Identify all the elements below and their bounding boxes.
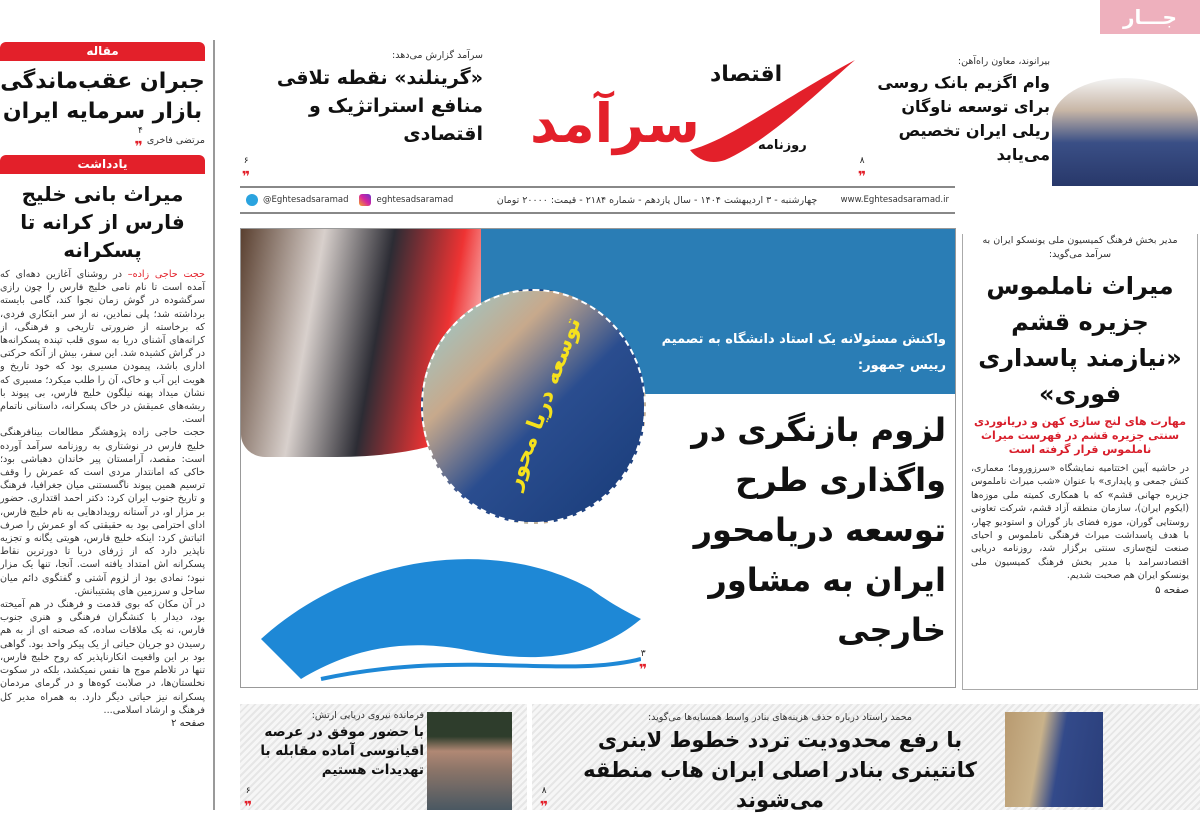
bottom-right-story[interactable] [532, 704, 1200, 815]
story-kicker: سرآمد گزارش می‌دهد: [392, 50, 483, 61]
quote-icon: ❞ [242, 169, 251, 185]
port-graphic [421, 289, 646, 524]
quote-icon: ❞ [134, 138, 143, 155]
quote-icon: ❞ [639, 662, 648, 678]
quote-icon: ❞ [540, 799, 549, 815]
story-body: در حاشیه آیین اختتامیه نمایشگاه «سرزورو‌ما؛ معماری، کنش جمعی و پایداری» با عنوان «شب میراث ناملموس جزیره جهانی قشم» که با همکاری کمیته ملی موزه‌ها (ایکوم ایران)، سازمان منطقه آزاد قشم، شرکت تعاونی روستایی گوران، موزه فضای باز گوران و استودیو چهار، با هدف پاسداشت میراث فرهنگی ناملموس و احیای صنعت لنج‌سازی سنتی برگزار شد، روزنامه دریایی اقتصادسرامد با مدیر بخش فرهنگ کمیسیون ملی یونسکو ایران هم صحبت شدیم. [971, 463, 1189, 582]
instagram-handle[interactable]: eghtesadsaramad [376, 195, 454, 205]
masthead-logo [520, 40, 860, 180]
story-headline: «گرینلند» نقطه تلاقی منافع استراتژیک و اقتصادی [276, 67, 483, 145]
note-author: حجت حاجی زاده– [127, 269, 205, 280]
quote-icon: ❞ [858, 169, 867, 185]
dateline: چهارشنبه - ۳ اردیبهشت ۱۴۰۴ - سال یازدهم - شماره ۲۱۸۴ - قیمت: ۲۰۰۰۰ تومان [496, 194, 818, 206]
story-headline: وام اگزیم بانک روسی برای توسعه ناوگان ریلی ایران تخصیص می‌یابد [877, 73, 1050, 164]
website-link[interactable]: www.Eghtesadsaramad.ir [840, 195, 949, 205]
wave-graphic [261, 529, 641, 688]
story-headline: با رفع محدودیت تردد خطوط لاینری کانتینری بنادر اصلی ایران هاب منطقه می‌شوند [583, 728, 977, 812]
page-ref: ۴ ❞ [134, 125, 143, 155]
story-kicker: فرمانده نیروی دریایی ارتش: [311, 710, 424, 721]
story-headline: با حضور موفق در عرصه اقیانوسی آماده مقابله با تهدیدات هستیم [260, 724, 424, 778]
page-ref: صفحه ۲ [171, 717, 205, 729]
story-kicker: بیرانوند، معاون راه‌آهن: [957, 56, 1050, 67]
story-kicker: محمد راستاد درباره حذف هزینه‌های بنادر واسط همسایه‌ها می‌گوید: [647, 712, 913, 723]
telegram-handle[interactable]: @Eghtesadsaramad [263, 195, 349, 205]
bottom-left-story[interactable] [240, 704, 527, 815]
page-ref: ۳ ❞ [639, 649, 648, 678]
top-right-story[interactable] [874, 56, 1050, 167]
page-ref: ۶ ❞ [242, 156, 251, 185]
logo-prefix: روزنامه [758, 138, 807, 153]
logo-title: سرآمد [530, 92, 700, 155]
article-headline[interactable]: جبران عقب‌ماندگی بازار سرمایه ایران [0, 69, 205, 124]
section-tag: جـــار [1100, 0, 1200, 34]
feature-kicker: واکنش مسئولانه یک استاد دانشگاه به تصمیم رییس جمهور: [661, 332, 946, 373]
section-label-article: مقاله [0, 42, 205, 61]
story-subhead: مهارت های لنج سازی کهن و دریانوردی سنتی جزیره قشم در فهرست میراث ناملموس قرار گرفته است [973, 415, 1187, 456]
left-column [0, 42, 205, 729]
commander-photo [427, 712, 512, 810]
section-label-note: یادداشت [0, 155, 205, 174]
feature-headline[interactable]: لزوم بازنگری در واگذاری طرح توسعه دریامحور ایران به مشاور خارجی [691, 411, 946, 649]
page-ref: ۶ ❞ [244, 786, 253, 815]
quote-icon: ❞ [244, 799, 253, 815]
telegram-icon [246, 194, 258, 206]
feature-box [240, 228, 956, 688]
note-headline[interactable]: میراث بانی خلیج فارس از کرانه تا پسکرانه [20, 182, 185, 262]
page-ref: ۸ ❞ [540, 786, 549, 815]
column-divider [213, 40, 215, 810]
top-left-story[interactable] [258, 50, 483, 148]
note-body: حجت حاجی زاده– در روشنای آغازین دهه‌ای که آمده است تا نام نامی خلیج فارس را چون رازی سرگشوده در گوش زمان نجوا کند، گامی بایسته برداشته شد؛ پلی نمادین، نه از سر ابتکاری فردی، که برخاسته از ضرورتی تاریخی و فرهنگی، از کرانه‌های آشنای دریا به سوی قلب تپنده پسکرانه‌ها در گراش کشیده شد. این سفر، بیش از آنکه حرکتی اداری باشد، پیمودن مسیری بود که خود تاریخ و هویت این آب و خاک، آن را طلب میکرد؛ مسیری که نشان میداد پهنه نیلگون خلیج فارس، بی پیوند با ریشه‌های عمیقش در خاک پسکرانه، داستانی ناتمام است. حجت حاجی زاده پژوهشگر مطالعات بینافرهنگی خلیج فارس در نوشتاری به روزنامه سرآمد آورده است: مقصد، آرامستان پیر خاندان دهباشی بود؛ خاکی که امانتدار مردی است که عمرش را وقف ترسیم همین پیوند ناگسستنی میان جغرافیا، فرهنگ و تاریخ جنوب ایران کرد: دکتر احمد اقتداری. حضور بر مزار او، در آستانه رویدادهایی به نام خلیج فارس، ادای احترامی بود به حقیقتی که او عمرش را صرف اثباتش کرد: اینکه خلیج فارس، هویتی یگانه و تجزیه ناپذیر دارد که از ژرفای دریا تا دورترین نقاط پسکرانه اش امتداد یافته است. آنجا، تنها یک مزار نبود؛ نمادی بود از لزوم آشتی و گفتگوی دائم میان ساحل و سرزمین های پشتیبانش. در آن مکان که بوی قدمت و فرهنگ در هم آمیخته بود، دیدار با کنشگران فرهنگی و هنری جنوب فارس، نه یک ملاقات ساده، که صحنه ای از به هم رسیدن دو جریان حیاتی از یک پیکر واحد بود. گواهی بود بر این واقعیت انکارناپذیر که روح خلیج فارس، تنها در تلاطم موج ها نفس نمیکشد، بلکه در سکوت نخلستان‌ها، در صلابت کوه‌ها و در گرمای مردمان پسکرانه نیز حیاتی دیگر دارد. به همراه مدیر کل فرهنگ و ارشاد اسلامی... [0, 269, 205, 716]
story-kicker: مدیر بخش فرهنگ کمیسیون ملی یونسکو ایران به سرآمد می‌گوید: [982, 235, 1178, 260]
page-ref: ۸ ❞ [858, 156, 867, 185]
logo-subtitle: اقتصاد [710, 62, 783, 87]
official-photo [1052, 78, 1198, 186]
graphic-text: توسعه دریا محور [500, 314, 587, 493]
dateline-bar [240, 186, 955, 214]
page-ref: صفحه ۵ [1155, 584, 1189, 596]
right-column [962, 234, 1198, 690]
article-author: مرتضی فاخری [146, 134, 205, 146]
story-headline[interactable]: میراث ناملموس جزیره قشم «نیازمند پاسداری فوری» [978, 272, 1182, 408]
official-photo [1005, 712, 1103, 807]
instagram-icon [359, 194, 371, 206]
